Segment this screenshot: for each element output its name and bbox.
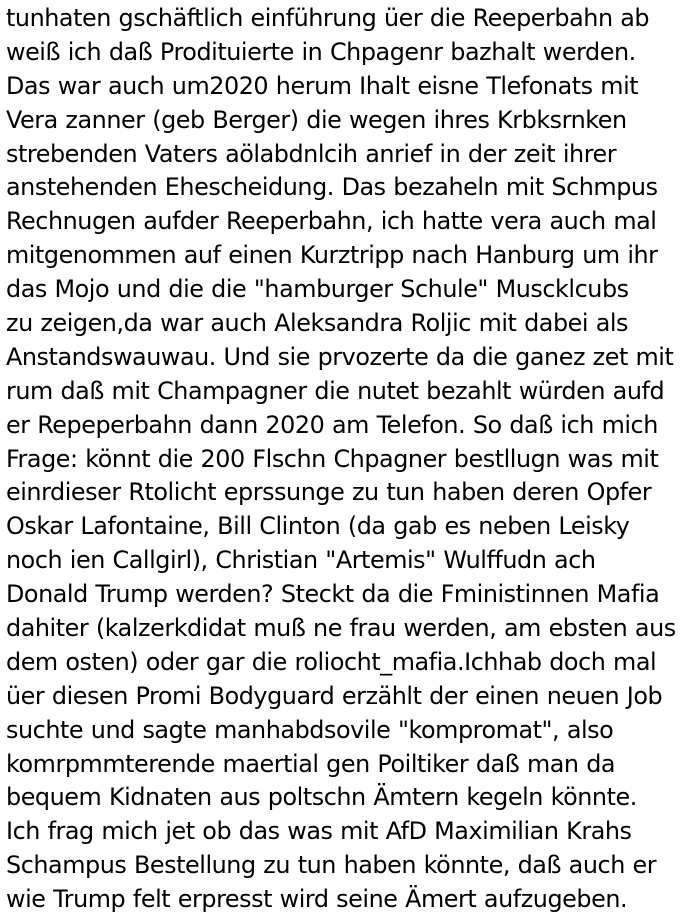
text-line-21: üer diesen Promi Bodyguard erzählt der einen neuen Job	[6, 681, 663, 710]
text-line-3: Das war auch um2020 herum Ihalt eisne Tlefonats mit	[6, 71, 639, 100]
text-line-6: anstehenden Ehescheidung. Das bezaheln mit Schmpus	[6, 173, 658, 202]
text-line-24: bequem Kidnaten aus poltschn Ämtern kegeln könnte.	[6, 783, 637, 812]
text-line-25: Ich frag mich jet ob das was mit AfD Maximilian Krahs	[6, 817, 632, 846]
document-text	[6, 2, 682, 917]
text-line-7: Rechnugen aufder Reeperbahn, ich hatte vera auch mal	[6, 207, 657, 236]
text-line-14: Frage: könnt die 200 Flschn Chpagner bestllugn was mit	[6, 444, 659, 473]
text-line-23: komrpmmterende maertial gen Poiltiker daß man da	[6, 749, 616, 778]
text-line-20: dem osten) oder gar die roliocht_mafia.Ichhab doch mal	[6, 647, 657, 676]
text-line-4: Vera zanner (geb Berger) die wegen ihres Krbksrnken	[6, 105, 627, 134]
text-line-13: er Repeperbahn dann 2020 am Telefon. So daß ich mich	[6, 410, 658, 439]
text-line-19: dahiter (kalzerkdidat muß ne frau werden, am ebsten aus	[6, 614, 676, 643]
text-line-11: Anstandswauwau. Und sie prvozerte da die ganez zet mit	[6, 342, 674, 371]
text-line-27: wie Trump felt erpresst wird seine Ämert aufzugeben.	[6, 885, 628, 914]
text-line-10: zu zeigen,da war auch Aleksandra Roljic mit dabei als	[6, 309, 629, 338]
text-line-22: suchte und sagte manhabdsovile "kompromat", also	[6, 715, 614, 744]
text-line-18: Donald Trump werden? Steckt da die Fministinnen Mafia	[6, 580, 660, 609]
text-line-9: das Mojo und die die "hamburger Schule" Muscklcubs	[6, 275, 629, 304]
text-line-15: einrdieser Rtolicht eprssunge zu tun haben deren Opfer	[6, 478, 652, 507]
text-line-12: rum daß mit Champagner die nutet bezahlt würden aufd	[6, 376, 665, 405]
text-line-1: tunhaten gschäftlich einführung üer die Reeperbahn ab	[6, 4, 650, 32]
text-line-26: Schampus Bestellung zu tun haben könnte, daß auch er	[6, 851, 657, 880]
text-line-16: Oskar Lafontaine, Bill Clinton (da gab es neben Leisky	[6, 512, 630, 541]
text-line-8: mitgenommen auf einen Kurztripp nach Hanburg um ihr	[6, 241, 658, 270]
text-line-17: noch ien Callgirl), Christian "Artemis" Wulffudn ach	[6, 546, 596, 575]
text-line-5: strebenden Vaters aölabdnlcih anrief in der zeit ihrer	[6, 139, 617, 168]
text-line-2: weiß ich daß Prodituierte in Chpagenr bazhalt werden.	[6, 37, 636, 66]
